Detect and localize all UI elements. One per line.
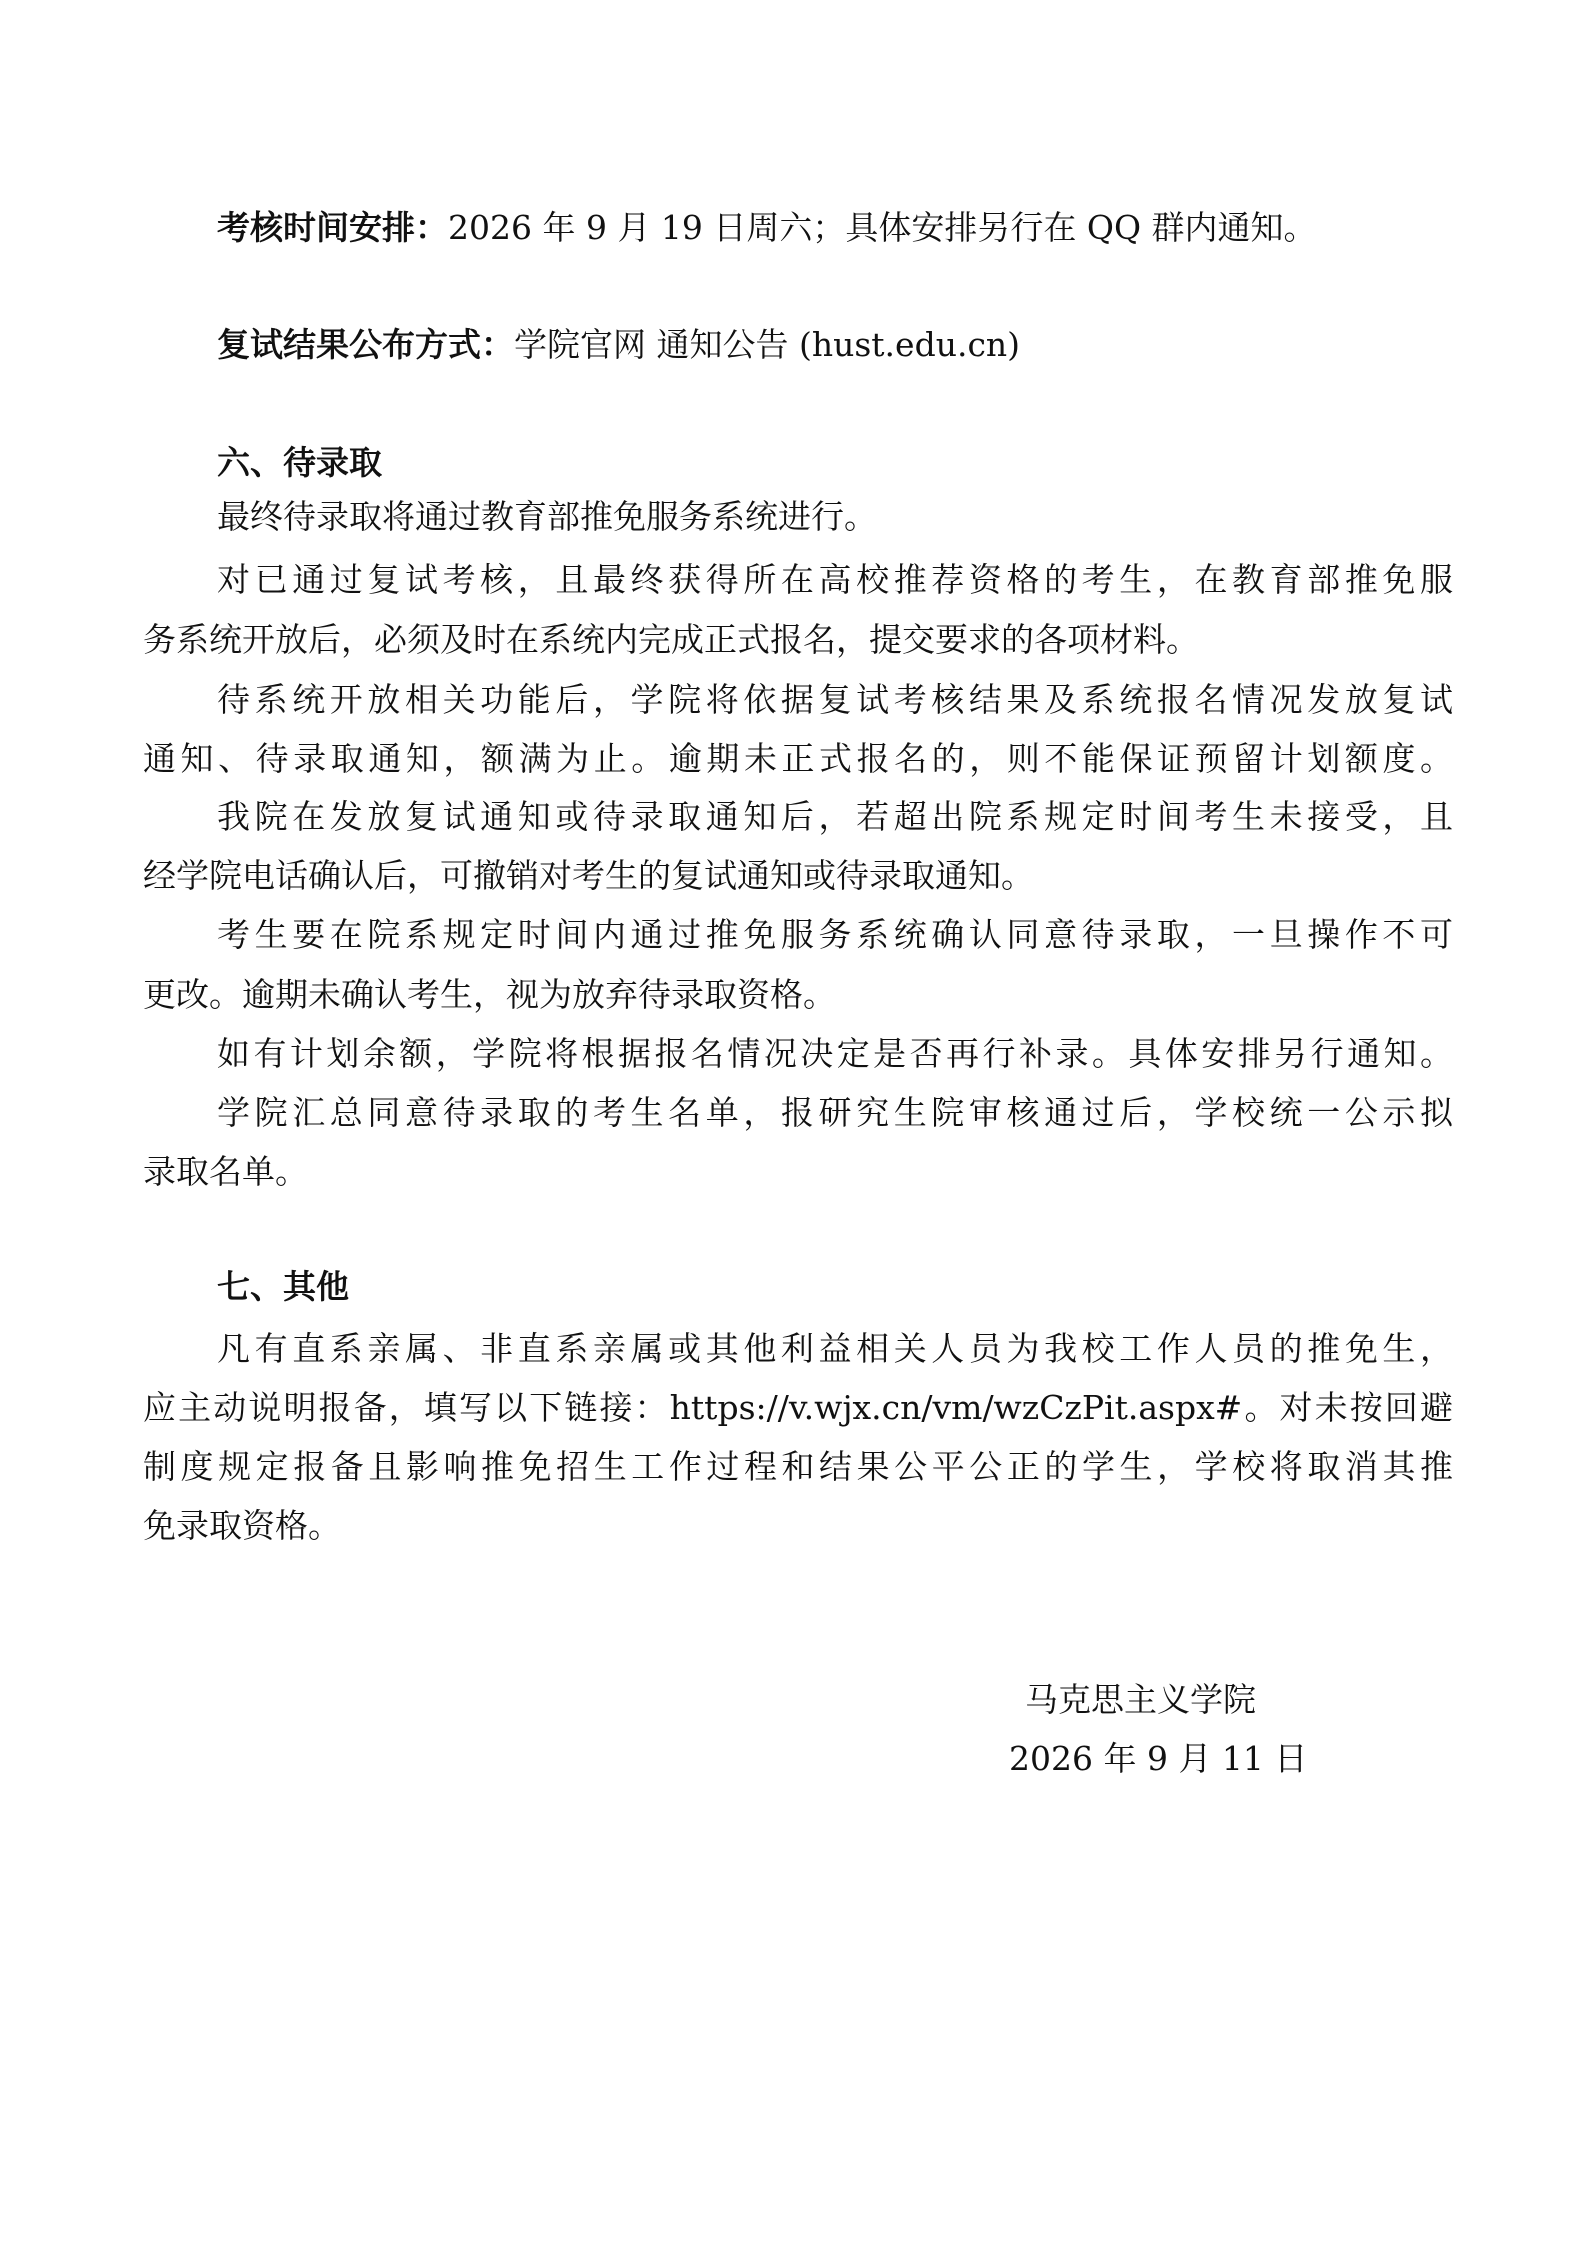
section7-line: 应主动说明报备，填写以下链接：https://v.wjx.cn/vm/wzCzPit.aspx#。对未按回避 [143,1388,1453,1427]
exam-schedule-text: 2026 年 9 月 19 日周六；具体安排另行在 QQ 群内通知。 [448,208,1317,247]
section7-line: 制度规定报备且影响推免招生工作过程和结果公平公正的学生，学校将取消其推 [143,1447,1453,1486]
signature-org: 马克思主义学院 [1025,1680,1256,1719]
section6-line: 待系统开放相关功能后，学院将依据复试考核结果及系统报名情况发放复试 [217,680,1453,719]
section6-line: 录取名单。 [143,1152,308,1191]
section6-line: 更改。逾期未确认考生，视为放弃待录取资格。 [143,975,836,1014]
section6-line: 我院在发放复试通知或待录取通知后，若超出院系规定时间考生未接受，且 [217,797,1453,836]
section7-line: 免录取资格。 [143,1506,341,1545]
section6-line: 学院汇总同意待录取的考生名单，报研究生院审核通过后，学校统一公示拟 [217,1093,1453,1132]
section6-line: 经学院电话确认后，可撤销对考生的复试通知或待录取通知。 [143,856,1034,895]
result-publish-text: 学院官网 通知公告 (hust.edu.cn) [514,325,1021,364]
section6-heading: 六、待录取 [217,443,382,482]
result-publish-label: 复试结果公布方式： [217,325,514,364]
section7-line: 凡有直系亲属、非直系亲属或其他利益相关人员为我校工作人员的推免生， [217,1329,1453,1368]
section6-line: 务系统开放后，必须及时在系统内完成正式报名，提交要求的各项材料。 [143,620,1199,659]
section7-heading: 七、其他 [217,1267,349,1306]
section6-line: 通知、待录取通知，额满为止。逾期未正式报名的，则不能保证预留计划额度。 [143,739,1453,778]
section6-line: 最终待录取将通过教育部推免服务系统进行。 [217,497,877,536]
section6-line: 如有计划余额，学院将根据报名情况决定是否再行补录。具体安排另行通知。 [217,1034,1453,1073]
exam-schedule-line [217,208,1453,248]
section6-line: 考生要在院系规定时间内通过推免服务系统确认同意待录取，一旦操作不可 [217,915,1453,954]
signature-date: 2026 年 9 月 11 日 [1009,1739,1308,1778]
exam-schedule-label: 考核时间安排： [217,208,448,247]
result-publish-line [217,325,1453,365]
section6-line: 对已通过复试考核，且最终获得所在高校推荐资格的考生，在教育部推免服 [217,560,1453,599]
